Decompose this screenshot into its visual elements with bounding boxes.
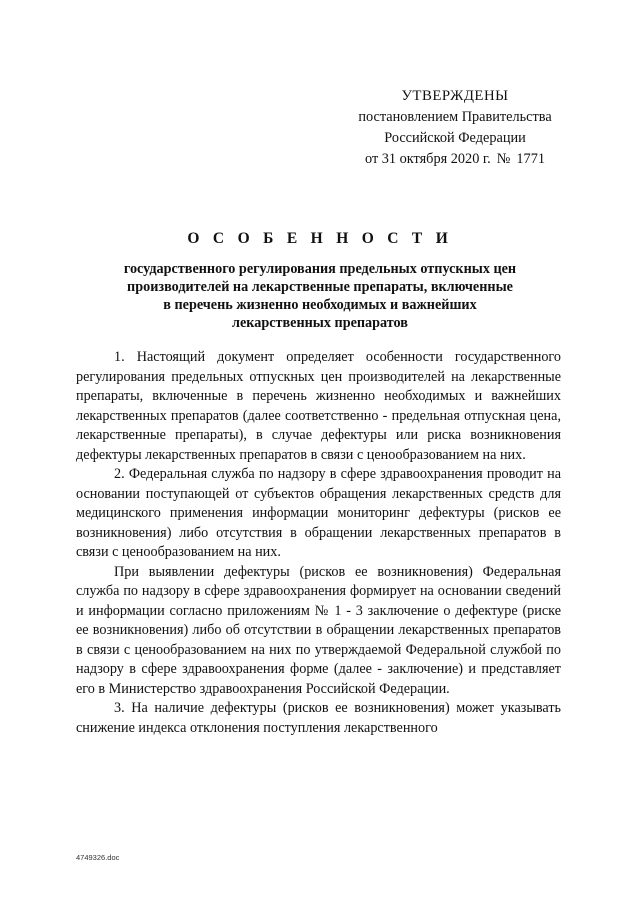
subtitle-line: государственного регулирования предельных отпускных цен: [123, 261, 517, 277]
approval-date: от 31 октября 2020 г.: [364, 151, 491, 167]
paragraph-1: 1. Настоящий документ определяет особенности государственного регулирования предельных отпускных цен производителей на лекарственные препараты, включенные в перечень жизненно необходимых и важнейших лекарственных препаратов (далее соответственно - предельная отпускная цена, лекарственные препараты), в случае дефектуры или риска возникновения дефектуры лекарственных препаратов в связи с ценообразованием на них.: [76, 349, 561, 463]
approval-number: 1771: [516, 151, 545, 167]
file-name-footer: 4749326.doc: [76, 853, 120, 862]
approval-block: [320, 86, 590, 170]
document-subtitle: [110, 260, 530, 332]
approval-title: УТВЕРЖДЕНЫ: [401, 88, 509, 104]
subtitle-line: в перечень жизненно необходимых и важнейших: [163, 297, 477, 313]
approval-line-resolution: постановлением Правительства: [358, 109, 552, 125]
paragraph-3: 3. На наличие дефектуры (рисков ее возникновения) может указывать снижение индекса отклонения поступления лекарственного: [76, 700, 561, 736]
subtitle-line: производителей на лекарственные препараты, включенные: [127, 279, 513, 295]
document-title: О С О Б Е Н Н О С Т И: [187, 230, 453, 247]
subtitle-line: лекарственных препаратов: [232, 315, 408, 331]
paragraph-2: 2. Федеральная служба по надзору в сфере здравоохранения проводит на основании поступающей от субъектов обращения лекарственных средств для медицинского применения информации мониторинг дефектуры (рисков ее возникновения) либо отсутствия в обращении лекарственных препаратов в связи с ценообразованием на них.: [76, 466, 561, 560]
approval-line-government: Российской Федерации: [384, 130, 526, 146]
document-body: [76, 348, 561, 738]
paragraph-2-continuation: При выявлении дефектуры (рисков ее возникновения) Федеральная служба по надзору в сфере здравоохранения формирует на основании сведений и информации согласно приложениям № 1 - 3 заключение о дефектуре (риске ее возникновения) либо об отсутствии в обращении лекарственных препаратов в связи с ценообразованием на них по утверждаемой Федеральной службой по надзору в сфере здравоохранения форме (далее - заключение) и представляет его в Министерство здравоохранения Российской Федерации.: [76, 563, 561, 697]
approval-date-line: [320, 149, 590, 170]
approval-number-sign: №: [496, 151, 511, 167]
